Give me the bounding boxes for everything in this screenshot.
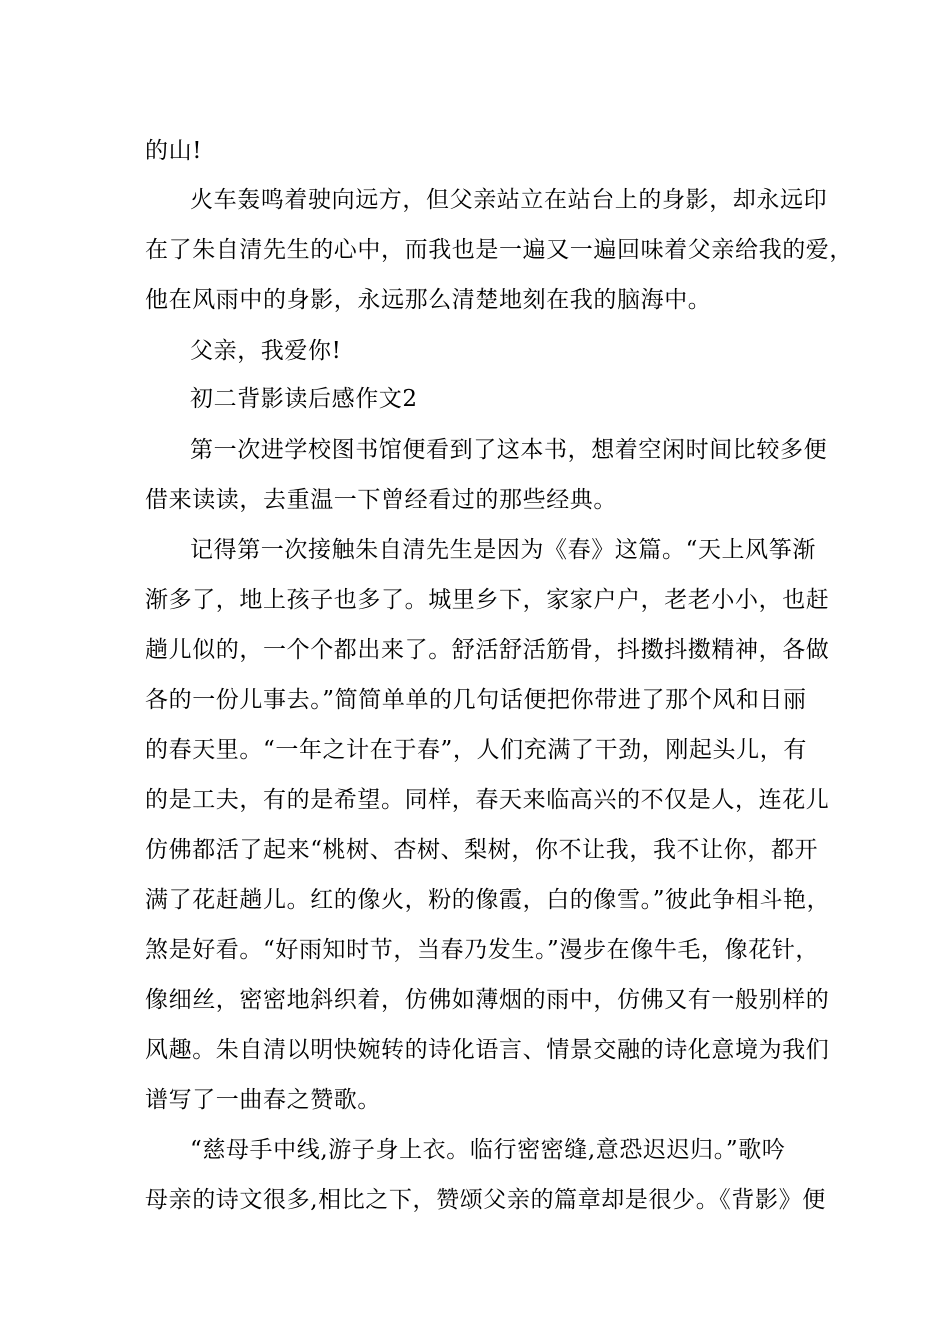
- text-line: 的是工夫，有的是希望。同样，春天来临高兴的不仅是人，连花儿: [145, 787, 830, 813]
- paragraph-start-line: 父亲，我爱你!: [190, 338, 342, 364]
- paragraph-start-line: 记得第一次接触朱自清先生是因为《春》这篇。“天上风筝渐: [190, 537, 816, 563]
- text-line: 仿佛都活了起来“桃树、杏树、梨树，你不让我，我不让你，都开: [145, 837, 819, 863]
- text-line: 借来读读，去重温一下曾经看过的那些经典。: [145, 487, 617, 513]
- paragraph-start-line: 火车轰鸣着驶向远方，但父亲站立在站台上的身影，却永远印: [190, 187, 828, 213]
- text-line: 风趣。朱自清以明快婉转的诗化语言、情景交融的诗化意境为我们: [145, 1037, 830, 1063]
- text-line: 谱写了一曲春之赞歌。: [145, 1087, 381, 1113]
- text-line: 的山!: [145, 138, 203, 164]
- text-line: 各的一份儿事去。”简简单单的几句话便把你带进了那个风和日丽: [145, 687, 807, 713]
- text-line: 在了朱自清先生的心中，而我也是一遍又一遍回味着父亲给我的爱，: [145, 237, 853, 263]
- text-line: 母亲的诗文很多,相比之下，赞颂父亲的篇章却是很少。《背影》便: [145, 1187, 826, 1213]
- text-line: 煞是好看。“好雨知时节，当春乃发生。”漫步在像牛毛，像花针，: [145, 937, 820, 963]
- text-line: 满了花赶趟儿。红的像火，粉的像霞，白的像雪。”彼此争相斗艳，: [145, 887, 831, 913]
- text-line: 像细丝，密密地斜织着，仿佛如薄烟的雨中，仿佛又有一般别样的: [145, 987, 830, 1013]
- section-heading: 初二背影读后感作文2: [190, 386, 418, 412]
- text-line: 的春天里。“一年之计在于春”，人们充满了干劲，刚起头儿，有: [145, 737, 807, 763]
- paragraph-start-line: 第一次进学校图书馆便看到了这本书，想着空闲时间比较多便: [190, 437, 828, 463]
- text-line: 渐多了，地上孩子也多了。城里乡下，家家户户，老老小小，也赶: [145, 587, 830, 613]
- text-line: 趟儿似的，一个个都出来了。舒活舒活筋骨，抖擞抖擞精神，各做: [145, 637, 830, 663]
- text-line: 他在风雨中的身影，永远那么清楚地刻在我的脑海中。: [145, 287, 712, 313]
- paragraph-start-line: “慈母手中线,游子身上衣。临行密密缝,意恐迟迟归。”歌吟: [190, 1137, 786, 1163]
